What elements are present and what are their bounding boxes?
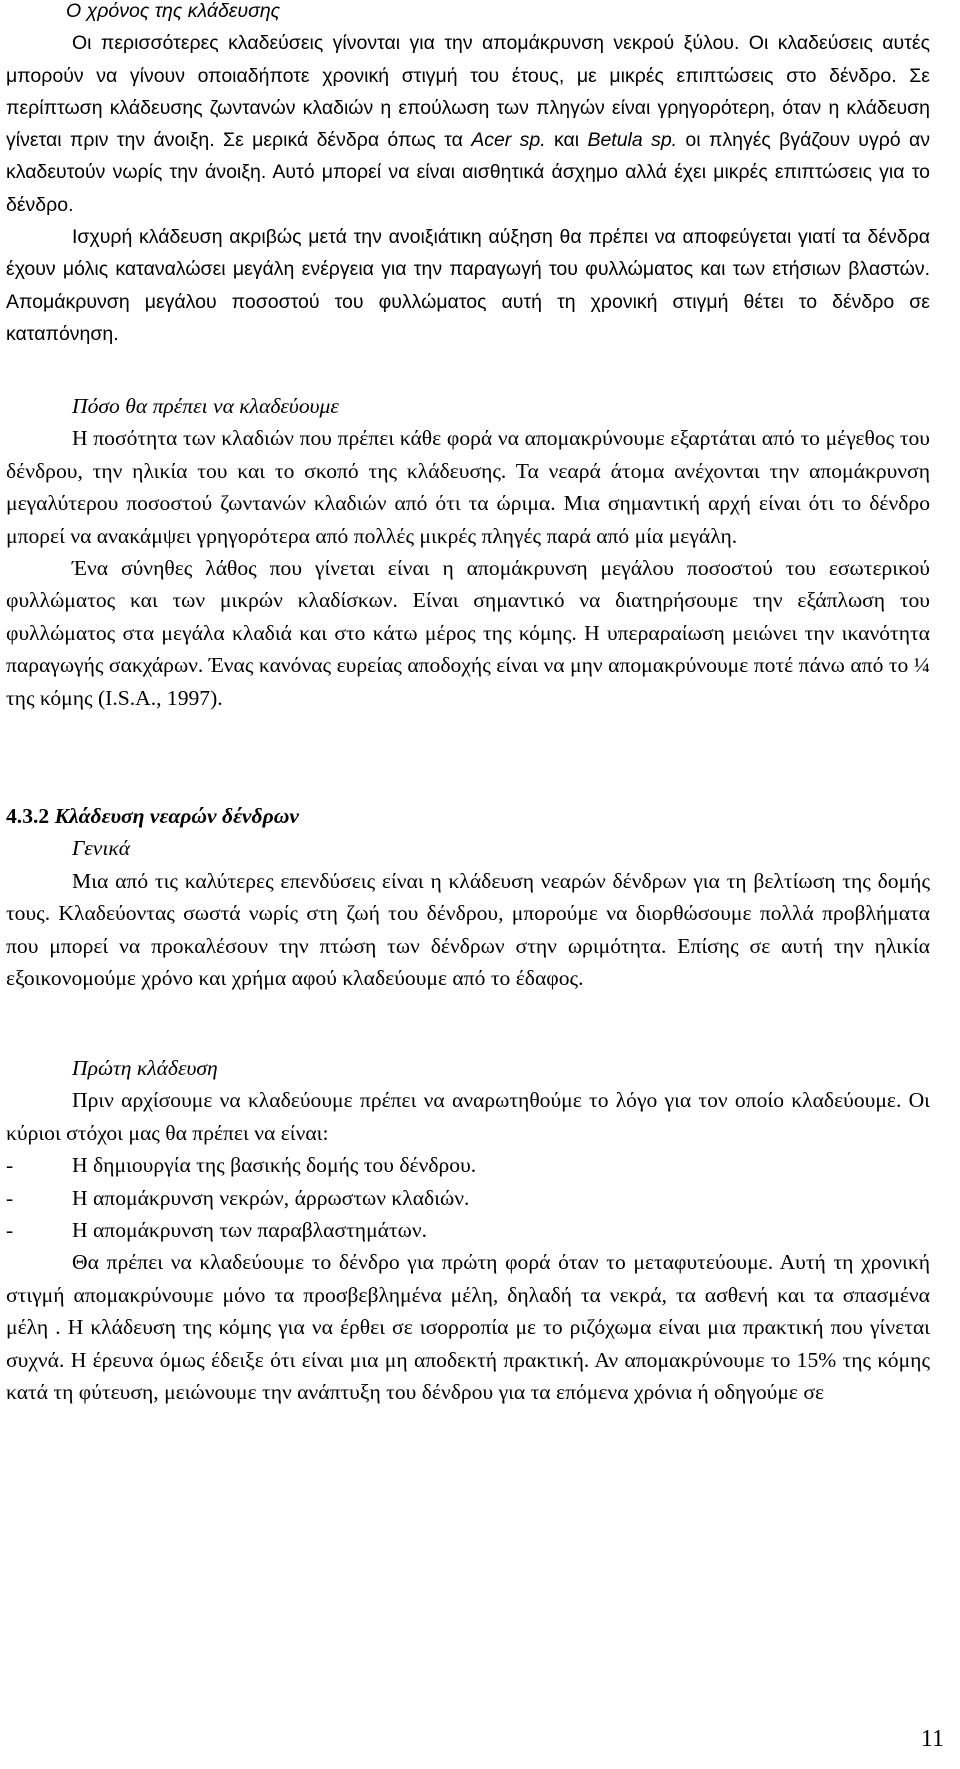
section-title: Πόσο θα πρέπει να κλαδεύουμε bbox=[72, 394, 339, 418]
paragraph: Θα πρέπει να κλαδεύουμε το δένδρο για πρώτη φορά όταν το μεταφυτεύουμε. Αυτή τη χρονική στιγμή απομακρύνουμε μόνο τα προσβεβλημένα μέλη, δηλαδή τα νεκρά, τα ασθενή και τα σπασμένα μέλη . Η κλάδευση της κόμης για να έρθει σε ισορροπία με το ριζόχωμα είναι μια πρακτική που γίνεται συχνά. Η έρευνα όμως έδειξε ότι είναι μια μη αποδεκτή πρακτική. Αν απομακρύνουμε το 15% της κόμης κατά τη φύτευση, μειώνουμε την ανάπτυξη του δένδρου για τα επόμενα χρόνια ή οδηγούμε σε bbox=[6, 1250, 930, 1405]
section-first-pruning bbox=[6, 1052, 930, 1408]
bullet-mark: - bbox=[6, 1185, 14, 1210]
section-title: Γενικά bbox=[72, 836, 131, 861]
paragraph: Η ποσότητα των κλαδιών που πρέπει κάθε φορά να απομακρύνουμε εξαρτάται από το μέγεθος του δένδρου, την ηλικία του και το σκοπό της κλάδευσης. Τα νεαρά άτομα ανέχονται την απομάκρυνση μεγαλύτερου ποσοστού ζωντανών κλαδιών από ότι τα ώριμα. Μια σημαντική αρχή είναι ότι το δένδρο μπορεί να ανακάμψει γρηγορότερα από πολλές μικρές πληγές παρά από μία μεγάλη. bbox=[6, 426, 930, 548]
section-title: Ο χρόνος της κλάδευσης bbox=[66, 0, 281, 22]
paragraph: Ένα σύνηθες λάθος που γίνεται είναι η απομάκρυνση μεγάλου ποσοστού του εσωτερικού φυλλώματος και των μικρών κλαδίσκων. Είναι σημαντικό να διατηρήσουμε την εξάπλωση του φυλλώματος στα μεγάλα κλαδιά και στο κάτω μέρος της κόμης. Η υπεραραίωση μειώνει την ικανότητα παραγωγής σακχάρων. Ένας κανόνας ευρείας αποδοχής είναι να μην απομακρύνουμε ποτέ πάνω από το ¼ της κόμης (I.S.A., 1997). bbox=[6, 556, 930, 710]
list-item: - Η απομάκρυνση των παραβλαστημάτων. bbox=[6, 1214, 930, 1246]
section-how-much bbox=[6, 390, 930, 714]
species-name: Acer sp. bbox=[471, 129, 546, 152]
subsection-number: 4.3.2 bbox=[6, 804, 50, 828]
species-name: Betula sp. bbox=[587, 129, 678, 152]
list-item: - Η δημιουργία της βασικής δομής του δένδρου. bbox=[6, 1149, 930, 1181]
section-title: Πρώτη κλάδευση bbox=[72, 1056, 218, 1080]
subsection-heading bbox=[6, 800, 930, 832]
paragraph: Ισχυρή κλάδευση ακριβώς μετά την ανοιξιάτικη αύξηση θα πρέπει να αποφεύγεται γιατί τα δένδρα έχουν μόλις καταναλώσει μεγάλη ενέργεια για την παραγωγή του φυλλώματος και των ετήσιων βλαστών. Απομάκρυνση μεγάλου ποσοστού του φυλλώματος αυτή τη χρονική στιγμή θέτει το δένδρο σε καταπόνηση. bbox=[6, 226, 930, 345]
section-pruning-time bbox=[6, 0, 930, 350]
page-number: 11 bbox=[920, 1726, 944, 1752]
paragraph: Πριν αρχίσουμε να κλαδεύουμε πρέπει να αναρωτηθούμε το λόγο για τον οποίο κλαδεύουμε. Οι κύριοι στόχοι μας θα πρέπει να είναι: bbox=[6, 1088, 930, 1145]
paragraph: Μια από τις καλύτερες επενδύσεις είναι η κλάδευση νεαρών δένδρων για τη βελτίωση της δομής τους. Κλαδεύοντας σωστά νωρίς στη ζωή του δένδρου, μπορούμε να διορθώσουμε πολλά προβλήματα που μπορεί να προκαλέσουν την πτώση των δένδρων στην ωριμότητα. Επίσης σε αυτή την ηλικία εξοικονομούμε χρόνο και χρήμα αφού κλαδεύουμε από το έδαφος. bbox=[6, 868, 930, 991]
list-item: - Η απομάκρυνση νεκρών, άρρωστων κλαδιών. bbox=[6, 1182, 930, 1214]
paragraph: Οι περισσότερες κλαδεύσεις γίνονται για την απομάκρυνση νεκρού ξύλου. Οι κλαδεύσεις αυτές μπορούν να γίνουν οποιαδήποτε χρονική στιγμή του έτους, με μικρές επιπτώσεις στο δένδρο. Σε περίπτωση κλάδευσης ζωντανών κλαδιών η επούλωση των πληγών είναι γρηγορότερη, όταν η κλάδευση γίνεται πριν την άνοιξη. Σε μερικά δένδρα όπως τα Acer sp. και Betula sp. οι πληγές βγάζουν υγρό αν κλαδευτούν νωρίς την άνοιξη. Αυτό μπορεί να είναι αισθητικά άσχημο αλλά έχει μικρές επιπτώσεις για το δένδρο. bbox=[6, 32, 930, 216]
section-young-trees bbox=[6, 800, 930, 994]
bullet-mark: - bbox=[6, 1153, 14, 1178]
bullet-mark: - bbox=[6, 1218, 14, 1243]
subsection-title: Κλάδευση νεαρών δένδρων bbox=[54, 804, 299, 828]
